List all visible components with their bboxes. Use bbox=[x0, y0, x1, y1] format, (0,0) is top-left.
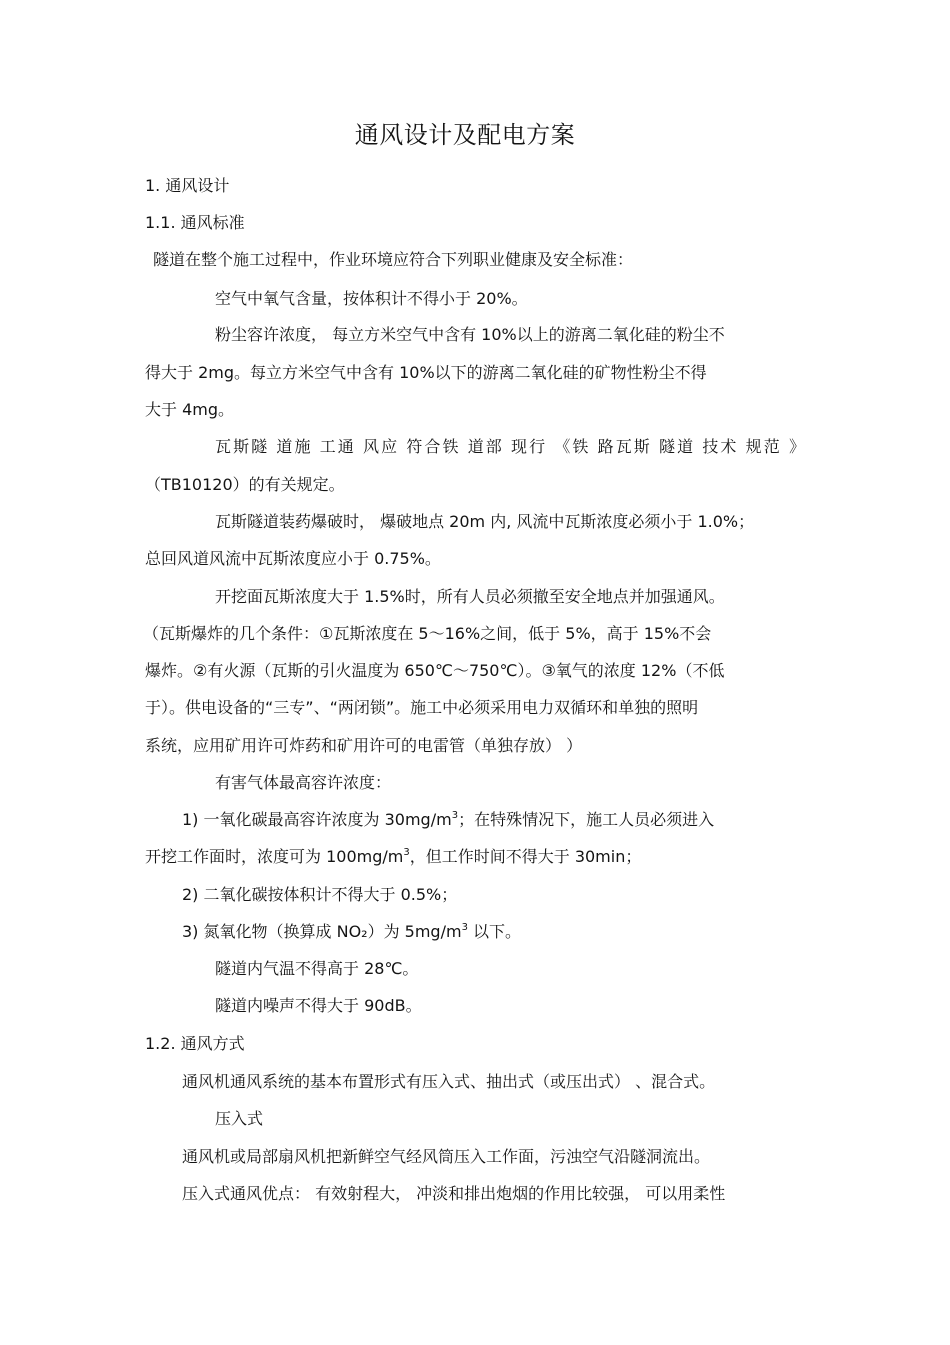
heading-1-1: 1.1. 通风标准 bbox=[145, 213, 245, 232]
paragraph-gas-standard-line-1: 瓦斯隧 道施 工通 风应 符合铁 道部 现行 《铁 路瓦斯 隧道 技术 规范 》 bbox=[215, 437, 805, 456]
co-worktime-text: ，但工作时间不得大于 30min； bbox=[409, 847, 642, 866]
document-title: 通风设计及配电方案 bbox=[354, 121, 576, 149]
paragraph-oxygen: 空气中氧气含量，按体积计不得小于 20%。 bbox=[215, 289, 528, 308]
paragraph-conditions-line-3: 于）。供电设备的“三专”、“两闭锁”。施工中必须采用电力双循环和单独的照明 bbox=[145, 698, 699, 717]
list-item-carbon-monoxide bbox=[182, 809, 714, 831]
list-item-carbon-monoxide-continued bbox=[145, 846, 641, 868]
paragraph-press-in-description: 通风机或局部扇风机把新鲜空气经风筒压入工作面，污浊空气沿隧洞流出。 bbox=[182, 1147, 711, 1166]
paragraph-excavation: 开挖面瓦斯浓度大于 1.5%时，所有人员必须撤至安全地点并加强通风。 bbox=[215, 587, 725, 606]
nox-superscript: 3 bbox=[461, 922, 468, 933]
paragraph-intro: 隧道在整个施工过程中，作业环境应符合下列职业健康及安全标准： bbox=[153, 250, 634, 269]
paragraph-dust-line-3: 大于 4mg。 bbox=[145, 400, 235, 419]
paragraph-blasting-line-1: 瓦斯隧道装药爆破时， 爆破地点 20m 内, 风流中瓦斯浓度必须小于 1.0%； bbox=[215, 512, 755, 531]
list-item-nitrogen-oxides bbox=[182, 921, 521, 943]
paragraph-harmful-gas-heading: 有害气体最高容许浓度： bbox=[215, 773, 392, 792]
paragraph-press-in-advantages: 压入式通风优点： 有效射程大， 冲淡和排出炮烟的作用比较强， 可以用柔性 bbox=[182, 1184, 726, 1203]
paragraph-temperature: 隧道内气温不得高于 28℃。 bbox=[215, 959, 419, 978]
paragraph-ventilation-types: 通风机通风系统的基本布置形式有压入式、抽出式（或压出式） 、混合式。 bbox=[182, 1072, 716, 1091]
paragraph-gas-standard-line-2: （TB10120）的有关规定。 bbox=[145, 475, 345, 494]
paragraph-blasting-line-2: 总回风道风流中瓦斯浓度应小于 0.75%。 bbox=[145, 549, 441, 568]
co-limit-text: 1) 一氧化碳最高容许浓度为 30mg/m bbox=[182, 810, 452, 829]
nox-text: 3) 氮氧化物（换算成 NO₂）为 5mg/m bbox=[182, 922, 462, 941]
co-workface-superscript: 3 bbox=[403, 847, 410, 858]
heading-1-2: 1.2. 通风方式 bbox=[145, 1034, 245, 1053]
list-item-carbon-dioxide: 2) 二氧化碳按体积计不得大于 0.5%； bbox=[182, 885, 458, 904]
co-special-case-text: ；在特殊情况下，施工人员必须进入 bbox=[458, 810, 715, 829]
paragraph-dust-line-1: 粉尘容许浓度， 每立方米空气中含有 10%以上的游离二氧化硅的粉尘不 bbox=[215, 325, 725, 344]
paragraph-noise: 隧道内噪声不得大于 90dB。 bbox=[215, 996, 422, 1015]
paragraph-dust-line-2: 得大于 2mg。每立方米空气中含有 10%以下的游离二氧化硅的矿物性粉尘不得 bbox=[145, 363, 707, 382]
paragraph-conditions-line-4: 系统，应用矿用许可炸药和矿用许可的电雷管（单独存放） ） bbox=[145, 736, 583, 755]
co-superscript: 3 bbox=[451, 810, 459, 821]
paragraph-conditions-line-2: 爆炸。②有火源（瓦斯的引火温度为 650℃～750℃）。③氧气的浓度 12%（不低 bbox=[145, 661, 725, 680]
nox-suffix: 以下。 bbox=[467, 922, 522, 941]
paragraph-conditions-line-1: （瓦斯爆炸的几个条件：①瓦斯浓度在 5～16%之间，低于 5%，高于 15%不会 bbox=[143, 624, 712, 643]
co-workface-text: 开挖工作面时，浓度可为 100mg/m bbox=[145, 847, 404, 866]
subheading-press-in: 压入式 bbox=[215, 1109, 264, 1128]
heading-1: 1. 通风设计 bbox=[145, 176, 230, 195]
